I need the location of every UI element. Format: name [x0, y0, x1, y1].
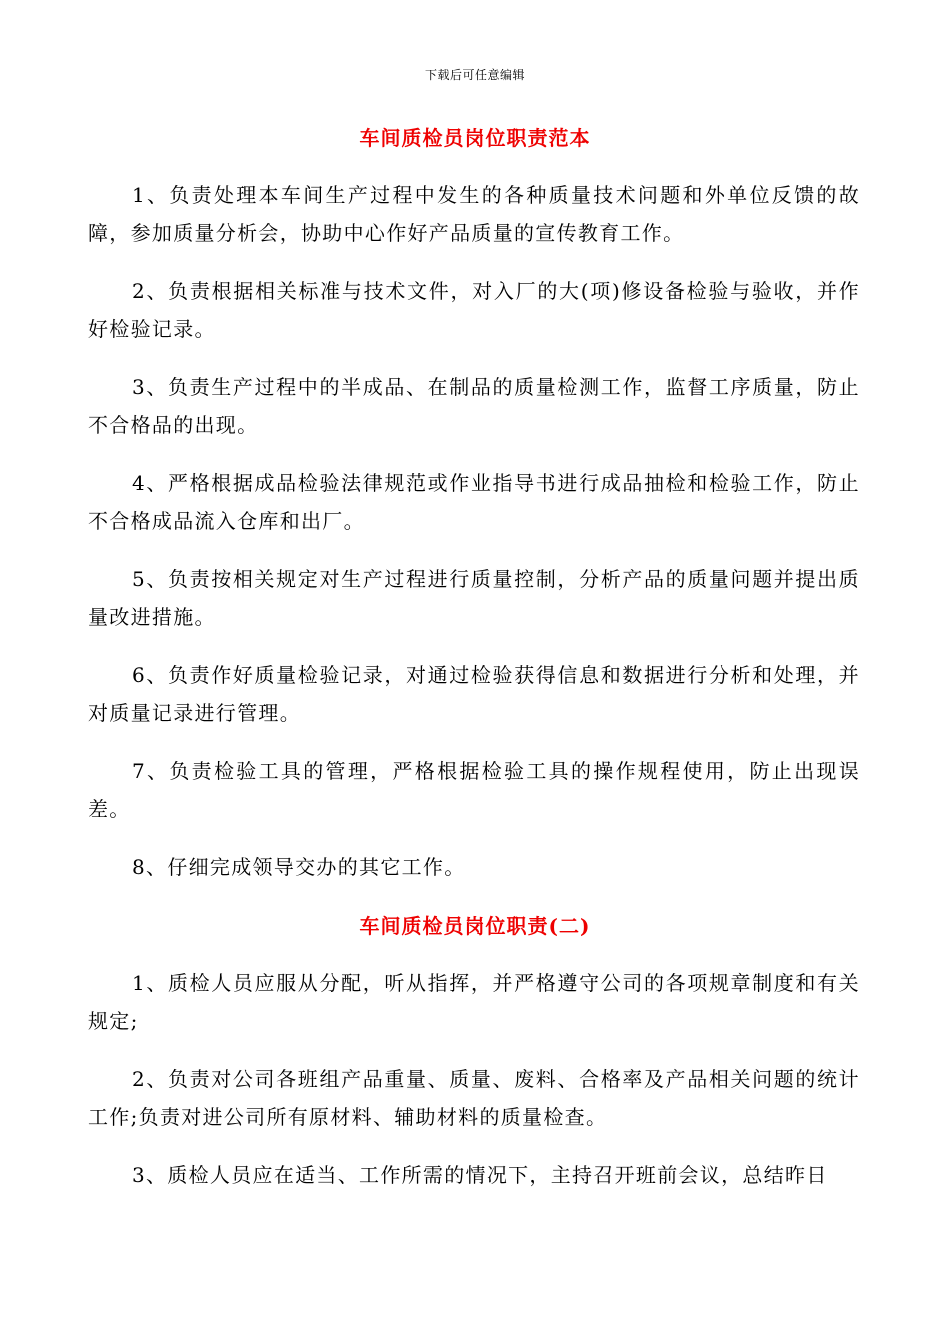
paragraph-item: 8、仔细完成领导交办的其它工作。 [132, 855, 466, 879]
section-title-1: 车间质检员岗位职责范本 [359, 126, 591, 150]
section-title-2: 车间质检员岗位职责(二) [359, 914, 591, 938]
paragraph-item: 6、负责作好质量检验记录，对通过检验获得信息和数据进行分析和处理，并对质量记录进行管理。 [88, 663, 860, 725]
paragraph-item: 2、负责根据相关标准与技术文件，对入厂的大(项)修设备检验与验收，并作好检验记录。 [88, 279, 860, 341]
paragraph-item: 3、质检人员应在适当、工作所需的情况下，主持召开班前会议，总结昨日 [132, 1163, 828, 1187]
paragraph-item: 1、负责处理本车间生产过程中发生的各种质量技术问题和外单位反馈的故障，参加质量分析会，协助中心作好产品质量的宣传教育工作。 [88, 183, 860, 245]
paragraph-item: 1、质检人员应服从分配，听从指挥，并严格遵守公司的各项规章制度和有关规定; [88, 971, 860, 1033]
paragraph-item: 2、负责对公司各班组产品重量、质量、废料、合格率及产品相关问题的统计工作;负责对进公司所有原材料、辅助材料的质量检查。 [88, 1067, 860, 1129]
paragraph-item: 7、负责检验工具的管理，严格根据检验工具的操作规程使用，防止出现误差。 [88, 759, 860, 821]
paragraph-item: 5、负责按相关规定对生产过程进行质量控制，分析产品的质量问题并提出质量改进措施。 [88, 567, 860, 629]
paragraph-item: 4、严格根据成品检验法律规范或作业指导书进行成品抽检和检验工作，防止不合格成品流入仓库和出厂。 [88, 471, 860, 533]
paragraph-item: 3、负责生产过程中的半成品、在制品的质量检测工作，监督工序质量，防止不合格品的出现。 [88, 375, 860, 437]
header-note: 下载后可任意编辑 [424, 68, 525, 82]
